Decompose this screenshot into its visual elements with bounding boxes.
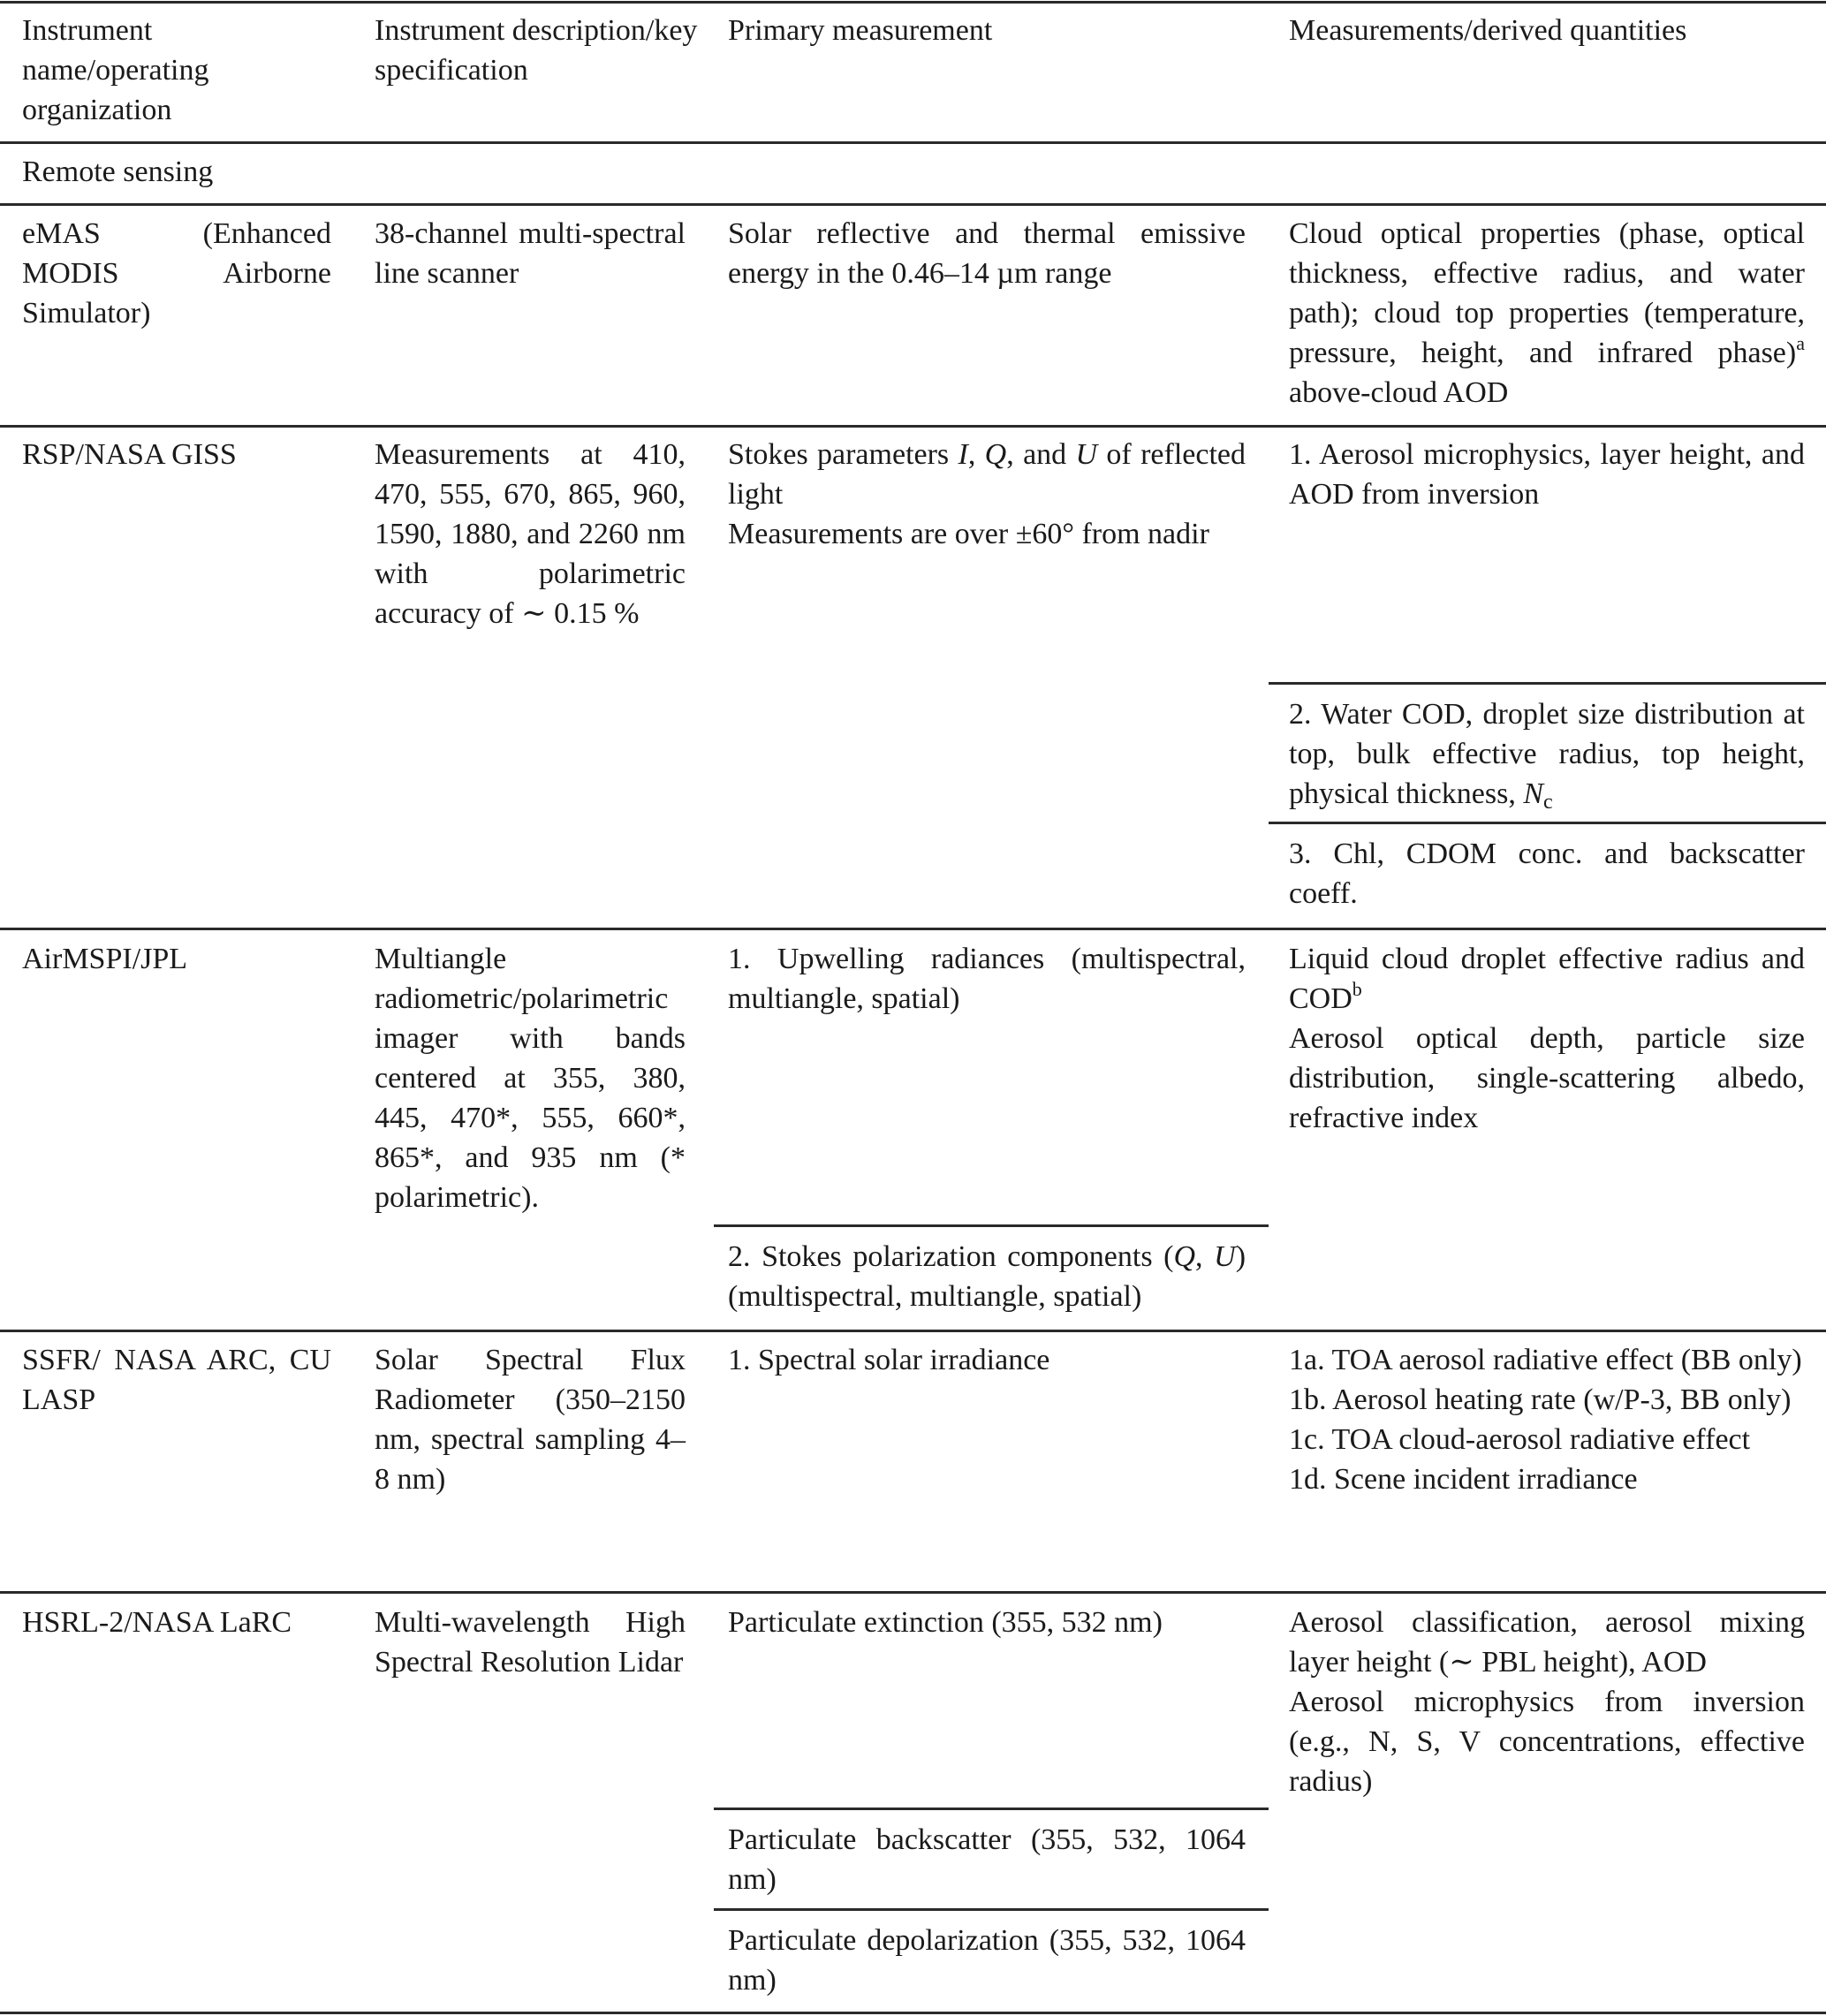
subrow-rule-rsp-2 xyxy=(1269,822,1826,824)
instrument-name: AirMSPI/JPL xyxy=(22,943,188,975)
footnote-marker: b xyxy=(1352,978,1362,1000)
text: Liquid cloud droplet effective radius and COD xyxy=(1289,943,1805,1015)
instrument-name: eMAS (Enhanced MODIS Airborne Simulator) xyxy=(22,217,331,330)
var-i: I xyxy=(958,438,968,471)
text: Stokes parameters xyxy=(728,438,958,471)
derived-quantities xyxy=(1289,939,1805,1138)
row-rule-emas xyxy=(0,425,1826,428)
primary-measurement xyxy=(728,435,1246,554)
primary-measurement: Solar reflective and thermal emissive energy in the 0.46–14 µm range xyxy=(728,217,1246,290)
table-top-rule xyxy=(0,1,1826,4)
instrument-name: SSFR/ NASA ARC, CU LASP xyxy=(22,1344,331,1416)
derived-quantities xyxy=(1289,1340,1805,1499)
var-u: U xyxy=(1075,438,1098,471)
row-rule-ssfr xyxy=(0,1591,1826,1594)
primary-measurement-extinction: Particulate extinction (355, 532 nm) xyxy=(728,1606,1163,1639)
derived-text: 2. Water COD, droplet size distribution at top, bulk effective radius, top height, physical thickness, xyxy=(1289,698,1805,810)
var-q: Q xyxy=(984,438,1007,471)
footnote-marker: a xyxy=(1796,332,1805,354)
header-primary: Primary measurement xyxy=(728,14,993,47)
row-rule-airmspi xyxy=(0,1330,1826,1332)
derived-quantities xyxy=(1289,1603,1805,1801)
var-q: Q xyxy=(1173,1240,1196,1273)
derived-quantity-1: 1. Aerosol microphysics, layer height, and AOD from inversion xyxy=(1289,438,1805,511)
derived-classification: Aerosol classification, aerosol mixing layer height (∼ PBL height), AOD xyxy=(1289,1606,1805,1679)
derived-item-1a: 1a. TOA aerosol radiative effect (BB only) xyxy=(1289,1344,1802,1376)
section-bottom-rule xyxy=(0,203,1826,206)
table-bottom-rule xyxy=(0,2012,1826,2014)
derived-cloud xyxy=(1289,939,1805,1019)
header-instrument: Instrument name/operating organization xyxy=(22,14,209,126)
instrument-description: Measurements at 410, 470, 555, 670, 865, 960, 1590, 1880, and 2260 nm with polarimetric accuracy of ∼ 0.15 % xyxy=(375,438,686,630)
text: ) (multispectral, multiangle, spatial) xyxy=(728,1240,1246,1313)
primary-measurement-angles: Measurements are over ±60° from nadir xyxy=(728,518,1209,550)
derived-quantities xyxy=(1289,214,1805,413)
primary-measurement-1: 1. Upwelling radiances (multispectral, multiangle, spatial) xyxy=(728,943,1246,1015)
subrow-rule-rsp-1 xyxy=(1269,682,1826,685)
header-description: Instrument description/key specification xyxy=(375,14,698,87)
var-n: N xyxy=(1523,777,1544,810)
derived-item-1c: 1c. TOA cloud-aerosol radiative effect xyxy=(1289,1423,1751,1456)
primary-measurement: 1. Spectral solar irradiance xyxy=(728,1344,1050,1376)
derived-text-tail: above-cloud AOD xyxy=(1289,376,1509,409)
subscript-c: c xyxy=(1543,791,1553,814)
derived-item-1d: 1d. Scene incident irradiance xyxy=(1289,1463,1638,1496)
header-bottom-rule xyxy=(0,141,1826,144)
var-u: U xyxy=(1214,1240,1236,1273)
instrument-name: HSRL-2/NASA LaRC xyxy=(22,1606,292,1639)
instrument-description: Multiangle radiometric/polarimetric imager with bands centered at 355, 380, 445, 470*, 555, 660*, 865*, and 935 nm (* polarimetric). xyxy=(375,943,686,1214)
instrument-description: Multi-wavelength High Spectral Resolution Lidar xyxy=(375,1606,686,1679)
text: , xyxy=(967,438,985,471)
text: of reflected light xyxy=(728,438,1246,511)
subrow-rule-airmspi xyxy=(714,1224,1269,1227)
subrow-rule-hsrl-1 xyxy=(714,1808,1269,1810)
derived-aerosol: Aerosol optical depth, particle size distribution, single-scattering albedo, refractive index xyxy=(1289,1022,1805,1134)
primary-measurement-stokes xyxy=(728,435,1246,514)
text: , and xyxy=(1006,438,1076,471)
primary-measurement-2 xyxy=(728,1237,1246,1316)
derived-item-1b: 1b. Aerosol heating rate (w/P-3, BB only) xyxy=(1289,1383,1792,1416)
instrument-description: Solar Spectral Flux Radiometer (350–2150 nm, spectral sampling 4–8 nm) xyxy=(375,1344,686,1496)
primary-measurement-backscatter: Particulate backscatter (355, 532, 1064 nm) xyxy=(728,1823,1246,1896)
text: , xyxy=(1195,1240,1215,1273)
instrument-description: 38-channel multi-spectral line scanner xyxy=(375,217,686,290)
section-label-remote-sensing: Remote sensing xyxy=(22,155,214,188)
row-rule-rsp xyxy=(0,928,1826,930)
header-derived: Measurements/derived quantities xyxy=(1289,14,1687,47)
derived-quantity-2 xyxy=(1289,694,1805,814)
derived-microphysics: Aerosol microphysics from inversion (e.g., N, S, V concentrations, effective radius) xyxy=(1289,1686,1805,1798)
derived-text: Cloud optical properties (phase, optical thickness, effective radius, and water path); cloud top properties (temperature, pressure, height, and infrared phase) xyxy=(1289,217,1805,369)
subrow-rule-hsrl-2 xyxy=(714,1908,1269,1911)
primary-measurement-depolarization: Particulate depolarization (355, 532, 1064 nm) xyxy=(728,1924,1246,1997)
derived-quantity-3: 3. Chl, CDOM conc. and backscatter coeff. xyxy=(1289,837,1805,910)
text: 2. Stokes polarization components ( xyxy=(728,1240,1174,1273)
instrument-name: RSP/NASA GISS xyxy=(22,438,237,471)
